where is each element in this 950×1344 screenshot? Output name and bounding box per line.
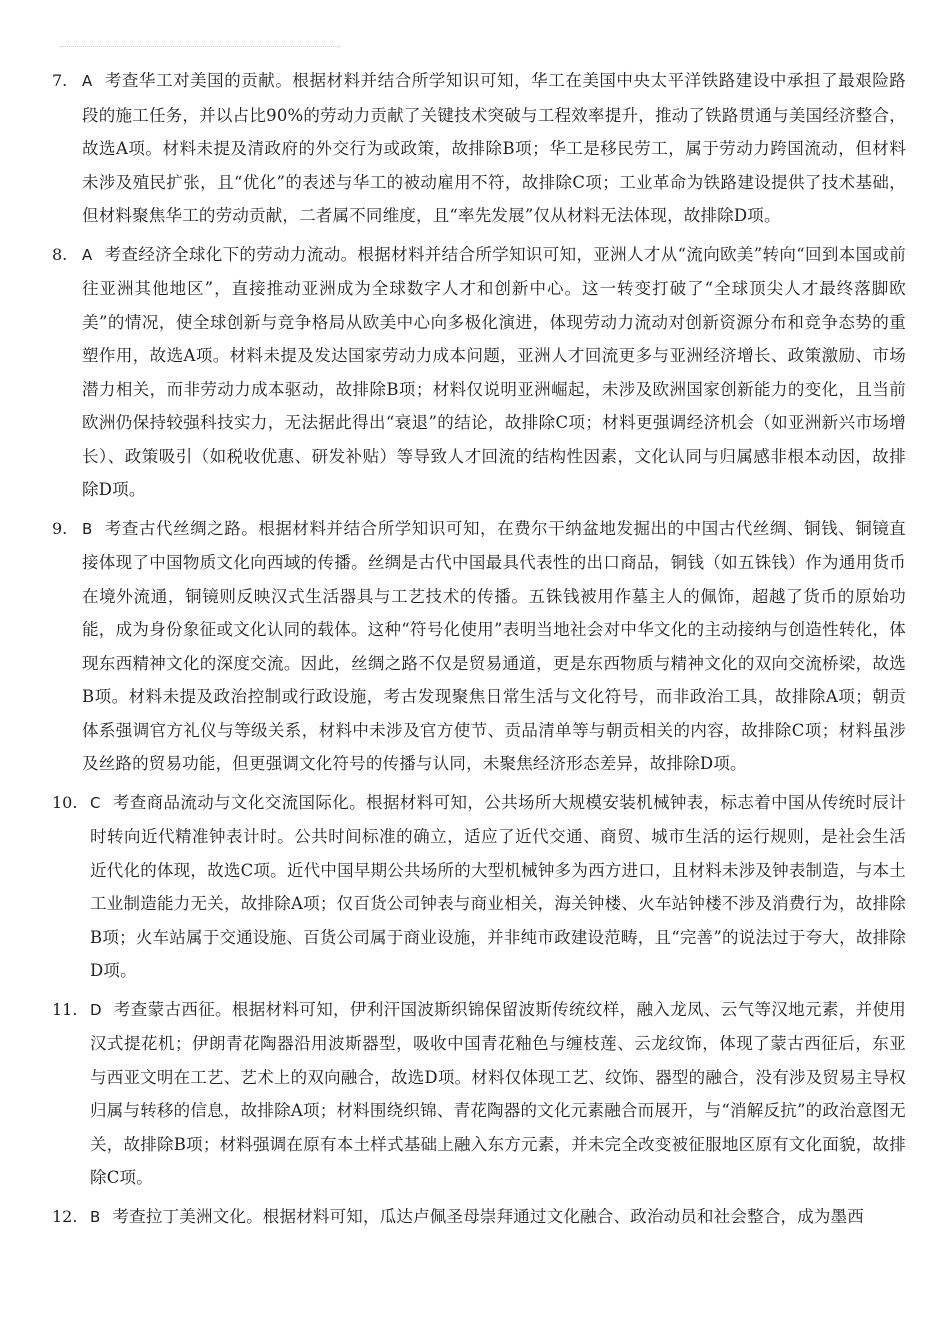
question-number: 7. bbox=[52, 71, 68, 90]
header-rule bbox=[60, 46, 340, 47]
question-item-8 bbox=[52, 238, 906, 507]
answer-letter: A bbox=[82, 72, 93, 90]
answer-explanations bbox=[52, 64, 906, 1239]
answer-letter: B bbox=[82, 519, 93, 538]
question-item-10 bbox=[52, 786, 906, 988]
question-explanation bbox=[82, 64, 906, 233]
question-number: 9. bbox=[52, 518, 68, 538]
answer-letter: A bbox=[82, 245, 93, 264]
explanation-text: 考查拉丁美洲文化。根据材料可知，瓜达卢佩圣母崇拜通过文化融合、政治动员和社会整合，成为墨西 bbox=[112, 1206, 864, 1226]
explanation-text: 考查商品流动与文化交流国际化。根据材料可知，公共场所大规模安装机械钟表，标志着中国从传统时辰计时转向近代精准钟表计时。公共时间标准的确立，适应了近代交通、商贸、城市生活的运行规则，是社会生活近代化的体现，故选C项。近代中国早期公共场所的大型机械钟多为西方进口，且材料未涉及钟表制造，与本土工业制造能力无关，故排除A项；仅百货公司钟表与商业相关，海关钟楼、火车站钟楼不涉及消费行为，故排除B项；火车站属于交通设施、百货公司属于商业设施，并非纯市政建设范畴，且“完善”的说法过于夸大，故排除D项。 bbox=[90, 792, 906, 980]
question-number: 12. bbox=[52, 1206, 78, 1226]
question-item-9 bbox=[52, 512, 906, 781]
question-number: 8. bbox=[52, 244, 68, 264]
question-explanation bbox=[90, 993, 906, 1195]
explanation-text: 考查蒙古西征。根据材料可知，伊利汗国波斯织锦保留波斯传统纹样，融入龙凤、云气等汉地元素，并使用汉式提花机；伊朗青花陶器沿用波斯器型，吸收中国青花釉色与缠枝莲、云龙纹饰，体现了蒙古西征后，东亚与西亚文明在工艺、艺术上的双向融合，故选D项。材料仅体现工艺、纹饰、器型的融合，没有涉及贸易主导权归属与转移的信息，故排除A项；材料围绕织锦、青花陶器的文化元素融合而展开，与“消解反抗”的政治意图无关，故排除B项；材料强调在原有本土样式基础上融入东方元素，并未完全改变被征服地区原有文化面貌，故排除C项。 bbox=[90, 999, 906, 1187]
question-number: 10. bbox=[52, 792, 78, 812]
page-bottom-fade bbox=[0, 1312, 950, 1344]
answer-letter: C bbox=[90, 793, 101, 812]
question-item-12 bbox=[52, 1200, 906, 1235]
question-explanation bbox=[90, 786, 906, 988]
explanation-text: 考查经济全球化下的劳动力流动。根据材料并结合所学知识可知，亚洲人才从“流向欧美”转向“回到本国或前往亚洲其他地区”，直接推动亚洲成为全球数字人才和创新中心。这一转变打破了“全球顶尖人才最终落脚欧美”的情况，使全球创新与竞争格局从欧美中心向多极化演进，体现劳动力流动对创新资源分布和竞争态势的重塑作用，故选A项。材料未提及发达国家劳动力成本问题，亚洲人才回流更多与亚洲经济增长、政策激励、市场潜力相关，而非劳动力成本驱动，故排除B项；材料仅说明亚洲崛起，未涉及欧洲国家创新能力的变化，且当前欧洲仍保持较强科技实力，无法据此得出“衰退”的结论，故排除C项；材料更强调经济机会（如亚洲新兴市场增长）、政策吸引（如税收优惠、研发补贴）等导致人才回流的结构性因素，文化认同与归属感非根本动因，故排除D项。 bbox=[82, 244, 906, 499]
question-explanation bbox=[82, 238, 906, 507]
question-explanation bbox=[82, 512, 906, 781]
answer-letter: B bbox=[90, 1207, 101, 1226]
explanation-text: 考查古代丝绸之路。根据材料并结合所学知识可知，在费尔干纳盆地发掘出的中国古代丝绸、铜钱、铜镜直接体现了中国物质文化向西域的传播。丝绸是古代中国最具代表性的出口商品，铜钱（如五铢钱）作为通用货币在境外流通，铜镜则反映汉式生活器具与工艺技术的传播。五铢钱被用作墓主人的佩饰，超越了货币的原始功能，成为身份象征或文化认同的载体。这种“符号化使用”表明当地社会对中华文化的主动接纳与创造性转化，体现东西精神文化的深度交流。因此，丝绸之路不仅是贸易通道，更是东西物质与精神文化的双向交流桥梁，故选B项。材料未提及政治控制或行政设施，考古发现聚焦日常生活与文化符号，而非政治工具，故排除A项；朝贡体系强调官方礼仪与等级关系，材料中未涉及官方使节、贡品清单等与朝贡相关的内容，故排除C项；材料虽涉及丝路的贸易功能，但更强调文化符号的传播与认同，未聚焦经济形态差异，故排除D项。 bbox=[82, 518, 906, 773]
question-number: 11. bbox=[52, 999, 78, 1019]
answer-letter: D bbox=[90, 1000, 102, 1019]
question-explanation bbox=[90, 1200, 906, 1235]
question-item-7 bbox=[52, 64, 906, 233]
explanation-text: 考查华工对美国的贡献。根据材料并结合所学知识可知，华工在美国中央太平洋铁路建设中承担了最艰险路段的施工任务，并以占比90%的劳动力贡献了关键技术突破与工程效率提升，推动了铁路贯通与美国经济整合，故选A项。材料未提及清政府的外交行为或政策，故排除B项；华工是移民劳工，属于劳动力跨国流动，但材料未涉及殖民扩张，且“优化”的表述与华工的被动雇用不符，故排除C项；工业革命为铁路建设提供了技术基础，但材料聚焦华工的劳动贡献，二者属不同维度，且“率先发展”仅从材料无法体现，故排除D项。 bbox=[82, 71, 906, 225]
question-item-11 bbox=[52, 993, 906, 1195]
